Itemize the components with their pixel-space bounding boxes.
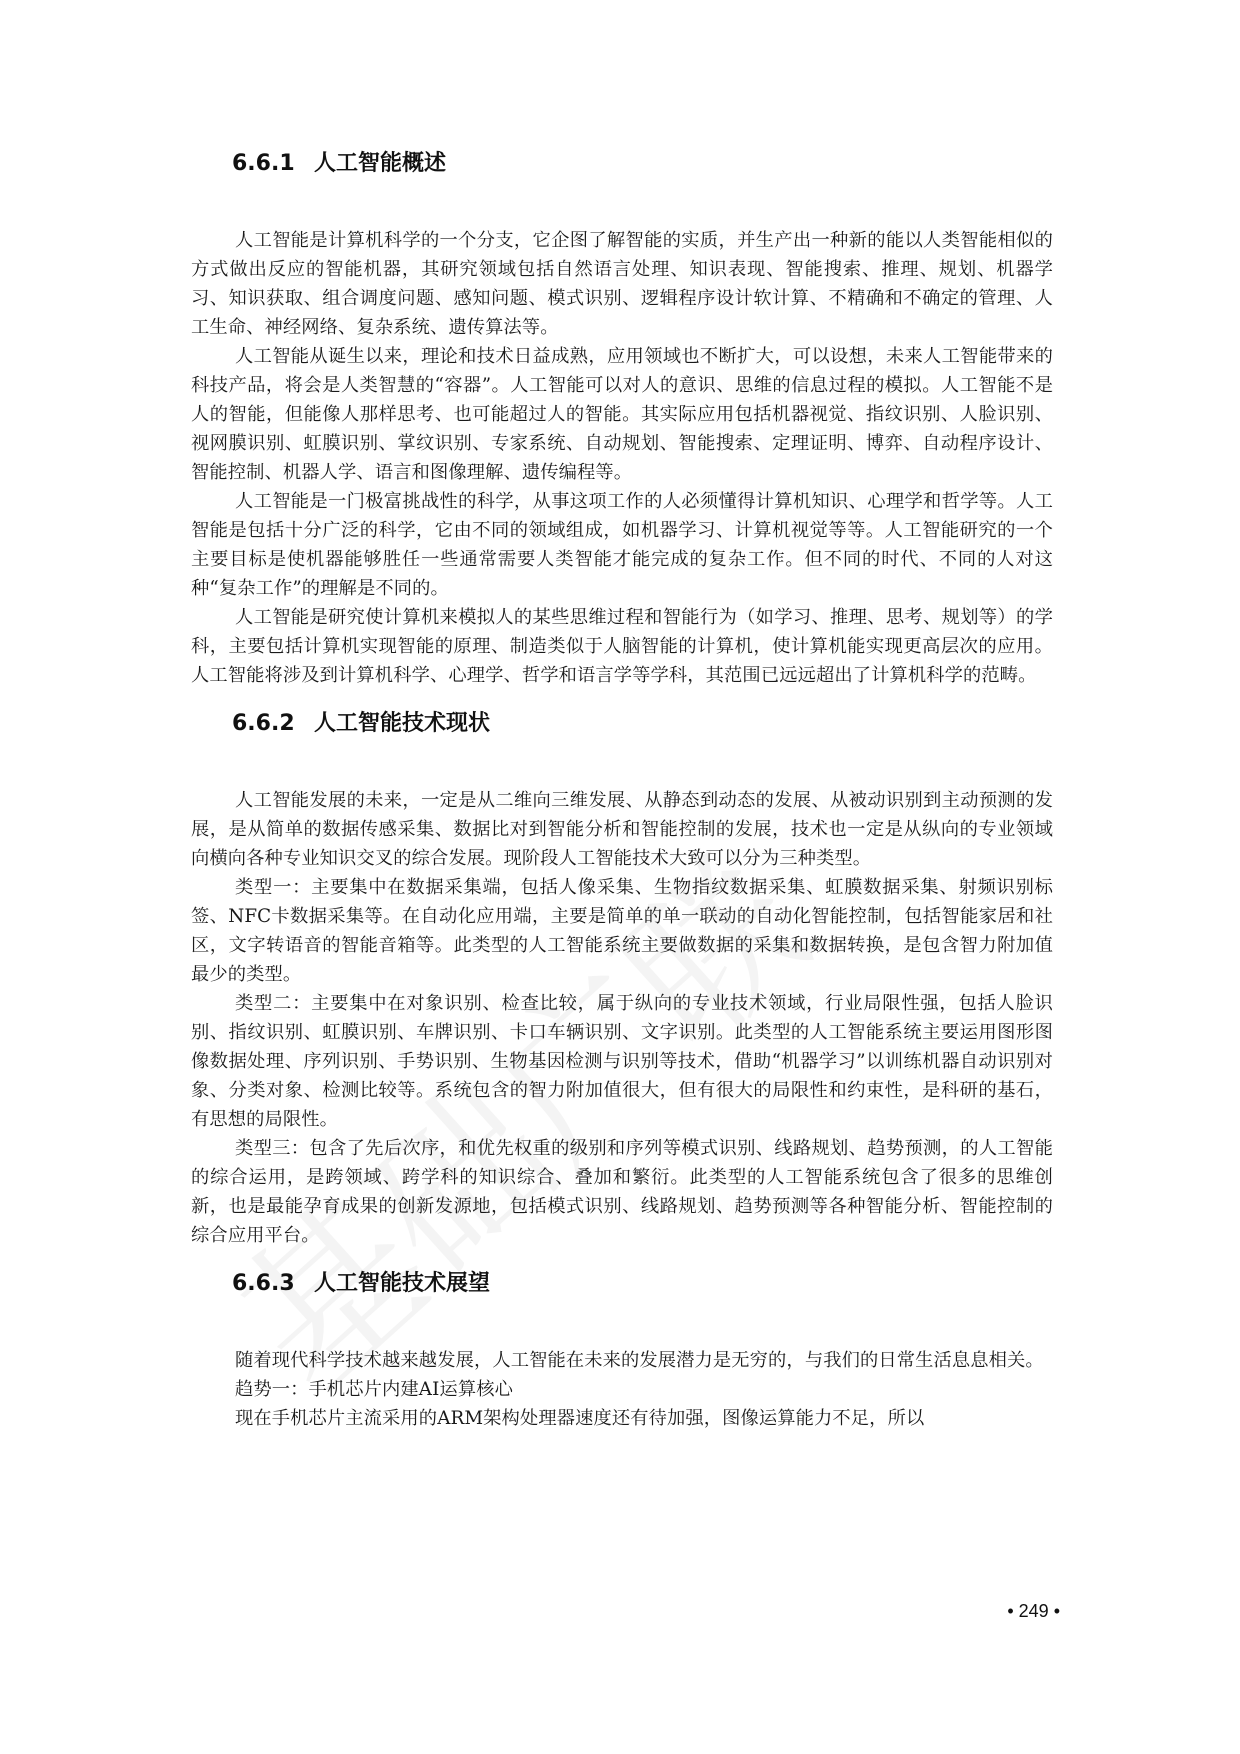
section-heading-6-6-2 <box>232 706 490 737</box>
section-number: 6.6.1 <box>232 151 295 176</box>
section-title: 人工智能概述 <box>314 151 447 176</box>
paragraph: 人工智能从诞生以来，理论和技术日益成熟，应用领域也不断扩大，可以设想，未来人工智能带来的科技产品，将会是人类智慧的“容器”。人工智能可以对人的意识、思维的信息过程的模拟。人工智能不是人的智能，但能像人那样思考、也可能超过人的智能。其实际应用包括机器视觉、指纹识别、人脸识别、视网膜识别、虹膜识别、掌纹识别、专家系统、自动规划、智能搜索、定理证明、博弈、自动程序设计、智能控制、机器人学、语言和图像理解、遗传编程等。 <box>191 346 1053 483</box>
section-title: 人工智能技术展望 <box>314 1271 491 1296</box>
paragraph: 类型二：主要集中在对象识别、检查比较，属于纵向的专业技术领域，行业局限性强，包括人脸识别、指纹识别、虹膜识别、车牌识别、卡口车辆识别、文字识别。此类型的人工智能系统主要运用图形图像数据处理、序列识别、手势识别、生物基因检测与识别等技术，借助“机器学习”以训练机器自动识别对象、分类对象、检测比较等。系统包含的智力附加值很大，但有很大的局限性和约束性，是科研的基石，有思想的局限性。 <box>191 993 1053 1130</box>
section-number: 6.6.3 <box>232 1271 295 1296</box>
paragraph: 类型三：包含了先后次序，和优先权重的级别和序列等模式识别、线路规划、趋势预测，的人工智能的综合运用，是跨领域、跨学科的知识综合、叠加和繁衍。此类型的人工智能系统包含了很多的思维创新，也是最能孕育成果的创新发源地，包括模式识别、线路规划、趋势预测等各种智能分析、智能控制的综合应用平台。 <box>191 1138 1053 1246</box>
paragraph: 人工智能是研究使计算机来模拟人的某些思维过程和智能行为（如学习、推理、思考、规划等）的学科，主要包括计算机实现智能的原理、制造类似于人脑智能的计算机，使计算机能实现更高层次的应用。人工智能将涉及到计算机科学、心理学、哲学和语言学等学科，其范围已远远超出了计算机科学的范畴。 <box>191 607 1053 686</box>
section-body-6-6-1 <box>191 226 1053 690</box>
section-number: 6.6.2 <box>232 711 295 736</box>
paragraph: 人工智能是一门极富挑战性的科学，从事这项工作的人必须懂得计算机知识、心理学和哲学等。人工智能是包括十分广泛的科学，它由不同的领域组成，如机器学习、计算机视觉等等。人工智能研究的一个主要目标是使机器能够胜任一些通常需要人类智能才能完成的复杂工作。但不同的时代、不同的人对这种“复杂工作”的理解是不同的。 <box>191 491 1053 599</box>
paragraph: 人工智能发展的未来，一定是从二维向三维发展、从静态到动态的发展、从被动识别到主动预测的发展，是从简单的数据传感采集、数据比对到智能分析和智能控制的发展，技术也一定是从纵向的专业领域向横向各种专业知识交叉的综合发展。现阶段人工智能技术大致可以分为三种类型。 <box>191 790 1053 869</box>
paragraph: 人工智能是计算机科学的一个分支，它企图了解智能的实质，并生产出一种新的能以人类智能相似的方式做出反应的智能机器，其研究领域包括自然语言处理、知识表现、智能搜索、推理、规划、机器学习、知识获取、组合调度问题、感知问题、模式识别、逻辑程序设计软计算、不精确和不确定的管理、人工生命、神经网络、复杂系统、遗传算法等。 <box>191 230 1053 338</box>
page-number: • 249 • <box>1007 1601 1060 1621</box>
section-heading-6-6-1 <box>232 146 446 177</box>
paragraph: 现在手机芯片主流采用的ARM架构处理器速度还有待加强，图像运算能力不足，所以 <box>235 1408 925 1429</box>
section-body-6-6-2 <box>191 786 1053 1250</box>
paragraph: 随着现代科学技术越来越发展，人工智能在未来的发展潜力是无穷的，与我们的日常生活息息相关。 <box>235 1350 1044 1371</box>
paragraph: 类型一：主要集中在数据采集端，包括人像采集、生物指纹数据采集、虹膜数据采集、射频识别标签、NFC卡数据采集等。在自动化应用端，主要是简单的单一联动的自动化智能控制，包括智能家居和社区，文字转语音的智能音箱等。此类型的人工智能系统主要做数据的采集和数据转换，是包含智力附加值最少的类型。 <box>191 877 1053 985</box>
section-heading-6-6-3 <box>232 1266 490 1297</box>
section-body-6-6-3 <box>191 1346 1053 1433</box>
section-title: 人工智能技术现状 <box>314 711 491 736</box>
paragraph: 趋势一：手机芯片内建AI运算核心 <box>235 1379 513 1400</box>
